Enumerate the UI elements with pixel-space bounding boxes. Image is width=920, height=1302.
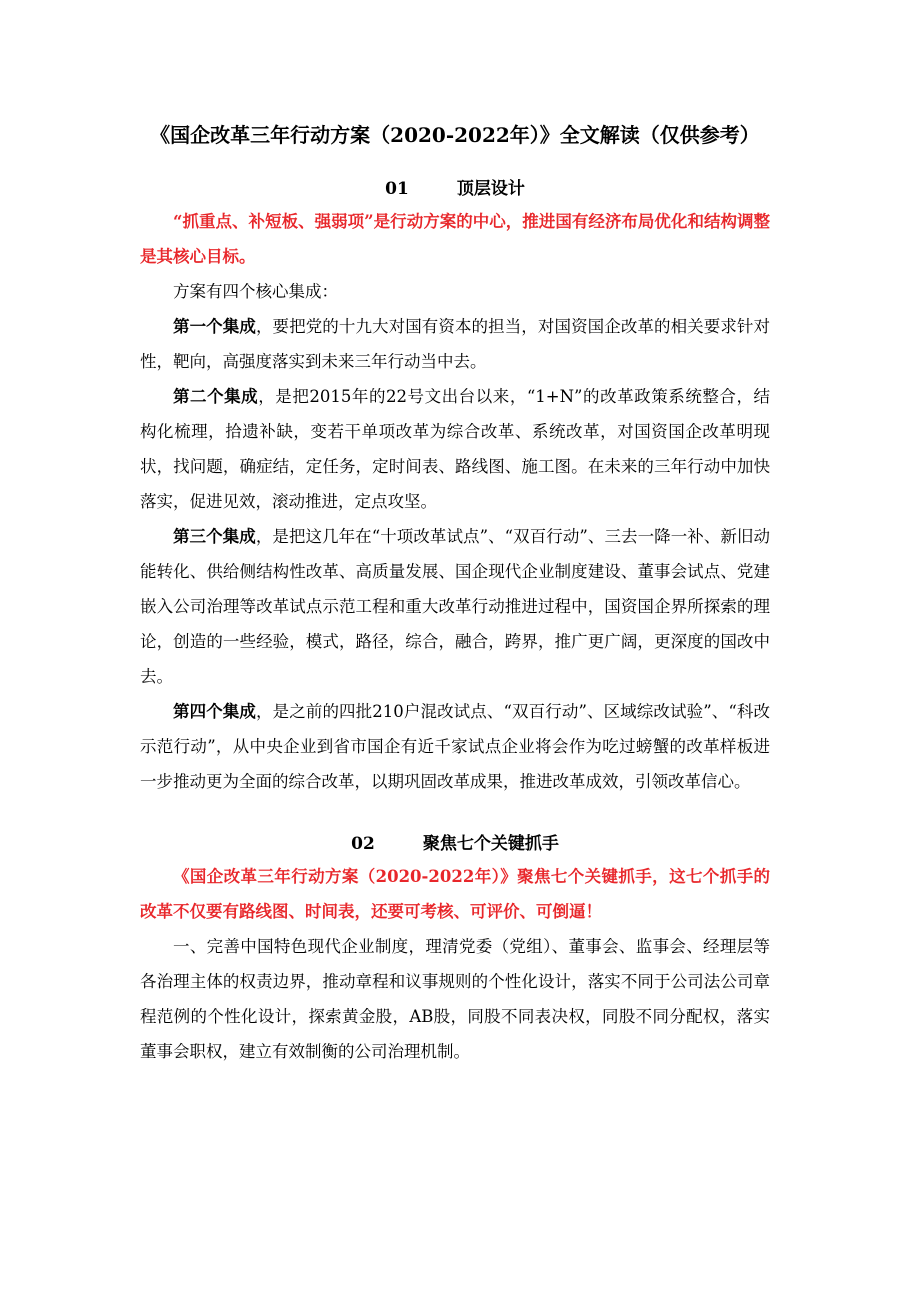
item-lead: 第一个集成 [173,317,256,336]
section-spacer [140,799,770,829]
section-title: 聚焦七个关键抓手 [422,834,559,854]
section-number: 01 [385,179,409,199]
item-text: ，是把这几年在“十项改革试点”、“双百行动”、三去一降一补、新旧动能转化、供给侧结构性改革、高质量发展、国企现代企业制度建设、董事会试点、党建嵌入公司治理等改革试点示范工程和重大改革行动推进过程中，国资国企界所探索的理论，创造的一些经验，模式，路径，综合，融合，跨界，推广更广阔，更深度的国改中去。 [140,527,770,686]
integration-item-4 [140,694,770,799]
section-heading [140,829,770,859]
item-lead: 第四个集成 [173,702,257,721]
item-text: ，是之前的四批210户混改试点、“双百行动”、区域综改试验”、“科改示范行动”，从中央企业到省市国企有近千家试点企业将会作为吃过螃蟹的改革样板进一步推动更为全面的综合改革，以期巩固改革成果，推进改革成效，引领改革信心。 [140,702,770,791]
section-02 [140,829,770,1069]
section-paragraph: 一、完善中国特色现代企业制度，理清党委（党组）、董事会、监事会、经理层等各治理主体的权责边界，推动章程和议事规则的个性化设计，落实不同于公司法公司章程范例的个性化设计，探索黄金股，AB股，同股不同表决权，同股不同分配权，落实董事会职权，建立有效制衡的公司治理机制。 [140,937,770,1061]
item-text: ，要把党的十九大对国有资本的担当，对国资国企改革的相关要求针对性，靶向，高强度落实到未来三年行动当中去。 [140,317,771,371]
section-01 [140,174,770,799]
item-lead: 第三个集成 [173,527,256,546]
integration-item-1 [140,309,770,379]
integration-item-3 [140,519,770,694]
section-highlight: 《国企改革三年行动方案（2020-2022年）》聚焦七个关键抓手，这七个抓手的改革不仅要有路线图、时间表，还要可考核、可评价、可倒逼！ [140,867,770,921]
item-text: ，是把2015年的22号文出台以来，“1+N”的改革政策系统整合，结构化梳理，拾遗补缺，变若干单项改革为综合改革、系统改革，对国资国企改革明现状，找问题，确症结，定任务，定时间表、路线图、施工图。在未来的三年行动中加快落实，促进见效，滚动推进，定点攻坚。 [140,387,770,511]
item-lead: 第二个集成 [173,387,259,406]
section-number: 02 [351,834,375,854]
integration-item-2 [140,379,770,519]
section-title: 顶层设计 [456,179,525,199]
document-body [140,120,770,1069]
section-intro: 方案有四个核心集成： [173,282,338,301]
section-heading [140,174,770,204]
document-title: 《国企改革三年行动方案（2020-2022年）》全文解读（仅供参考） [150,123,760,147]
section-highlight: “抓重点、补短板、强弱项”是行动方案的中心，推进国有经济布局优化和结构调整是其核心目标。 [140,212,770,266]
